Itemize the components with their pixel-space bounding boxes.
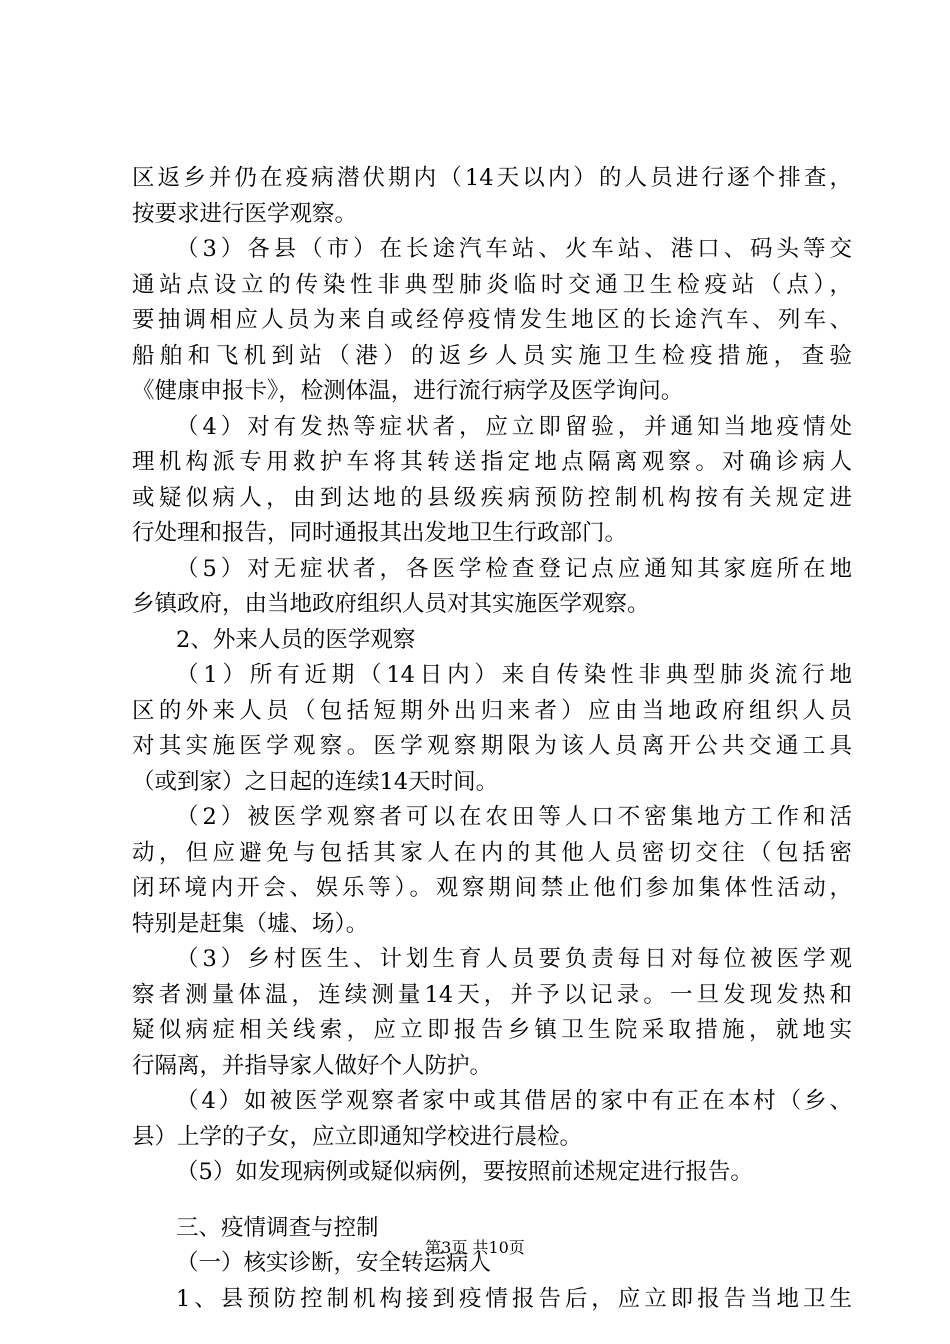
text-line: 县）上学的子女，应立即通知学校进行晨检。 [132, 1123, 583, 1150]
text-line: 2、外来人员的医学观察 [176, 626, 416, 653]
text-line: 疑似病症相关线索，应立即报告乡镇卫生院采取措施，就地实 [132, 1017, 852, 1043]
text-line: （4）对有发热等症状者，应立即留验，并通知当地疫情处 [176, 413, 852, 440]
text-line: 特别是赶集（墟、场）。 [132, 910, 369, 937]
text-line: 《健康申报卡》，检测体温，进行流行病学及医学询问。 [132, 378, 684, 404]
text-line: （1）所有近期（14日内）来自传染性非典型肺炎流行地 [176, 662, 852, 688]
text-line: （4）如被医学观察者家中或其借居的家中有正在本村（乡、 [176, 1088, 852, 1114]
text-line: （5）对无症状者，各医学检查登记点应通知其家庭所在地 [176, 555, 852, 582]
text-line: （3）各县（市）在长途汽车站、火车站、港口、码头等交 [176, 236, 852, 262]
text-line: （2）被医学观察者可以在农田等人口不密集地方工作和活 [176, 804, 852, 830]
text-line: 1、县预防控制机构接到疫情报告后，应立即报告当地卫生 [176, 1285, 852, 1312]
text-line: 行隔离，并指导家人做好个人防护。 [132, 1052, 493, 1079]
text-line: 闭环境内开会、娱乐等）。观察期间禁止他们参加集体性活动， [132, 875, 852, 901]
page-footer: 第3页 共10页 [425, 1238, 525, 1257]
text-line: 区返乡并仍在疫病潜伏期内（14天以内）的人员进行逐个排查， [132, 165, 852, 191]
text-line: 三、疫情调查与控制 [176, 1214, 379, 1241]
text-line: （或到家）之日起的连续14天时间。 [132, 768, 499, 795]
text-line: 动，但应避免与包括其家人在内的其他人员密切交往（包括密 [132, 839, 852, 866]
text-line: （5）如发现病例或疑似病例，要按照前述规定进行报告。 [176, 1159, 753, 1185]
text-line: 乡镇政府，由当地政府组织人员对其实施医学观察。 [132, 591, 650, 617]
text-line: 通站点设立的传染性非典型肺炎临时交通卫生检疫站（点）， [132, 271, 852, 298]
text-line: 察者测量体温，连续测量14天，并予以记录。一旦发现发热和 [132, 981, 852, 1008]
text-line: 要抽调相应人员为来自或经停疫情发生地区的长途汽车、列车、 [132, 307, 852, 333]
text-line: 船舶和飞机到站（港）的返乡人员实施卫生检疫措施，查验 [132, 342, 852, 369]
text-line: （3）乡村医生、计划生育人员要负责每日对每位被医学观 [176, 946, 852, 972]
text-line: （一）核实诊断，安全转运病人 [176, 1250, 492, 1276]
text-line: 按要求进行医学观察。 [132, 200, 358, 227]
text-line: 区的外来人员（包括短期外出归来者）应由当地政府组织人员 [132, 697, 852, 724]
text-line: 行处理和报告，同时通报其出发地卫生行政部门。 [132, 520, 628, 546]
text-line: 或疑似病人，由到达地的县级疾病预防控制机构按有关规定进 [132, 484, 852, 511]
text-line: 理机构派专用救护车将其转送指定地点隔离观察。对确诊病人 [132, 449, 852, 475]
text-line: 对其实施医学观察。医学观察期限为该人员离开公共交通工具 [132, 733, 852, 759]
